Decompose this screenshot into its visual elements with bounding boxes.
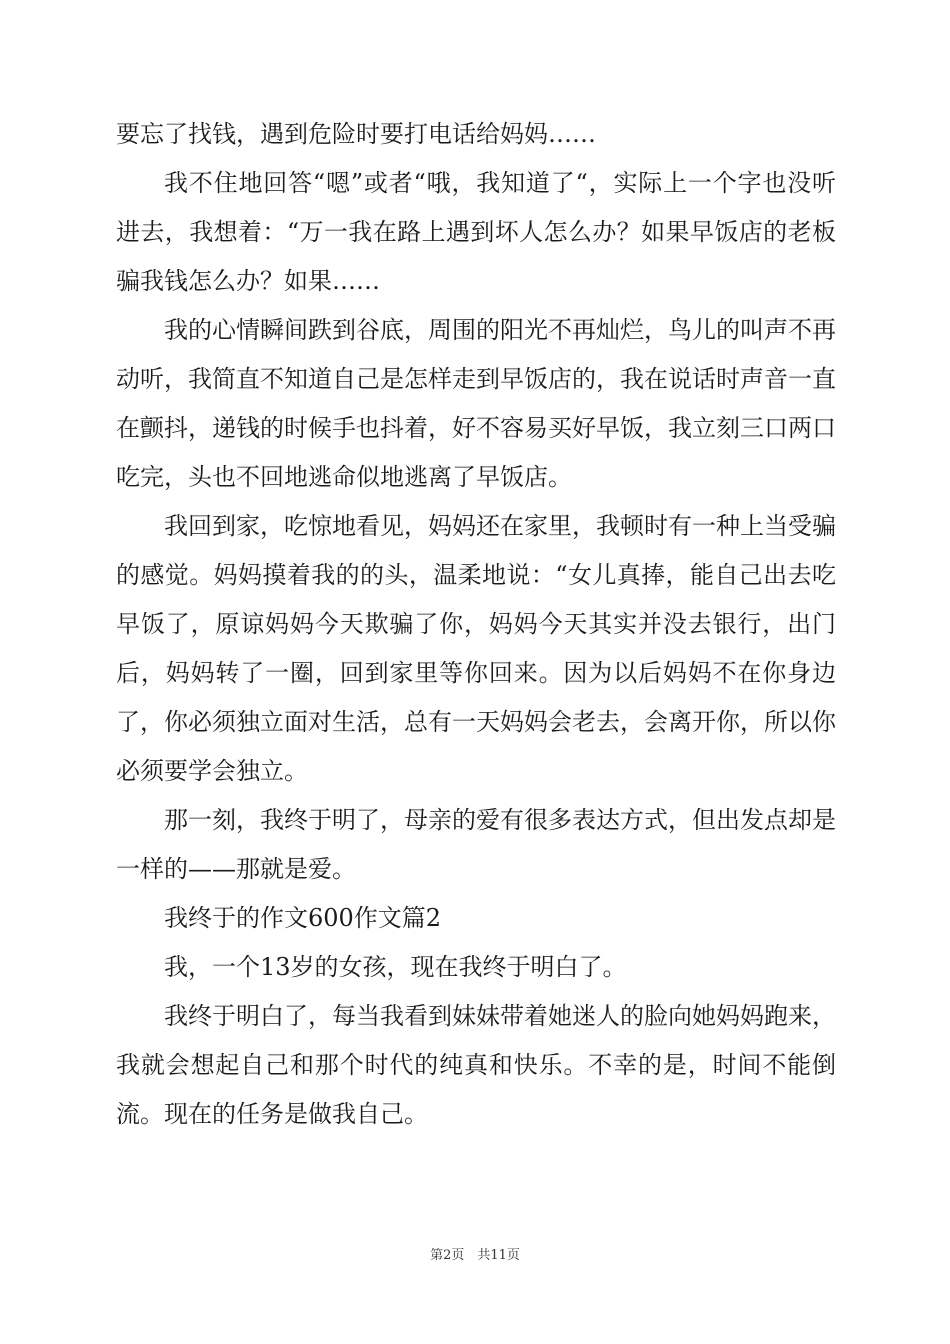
page-number: 第2页 共11页 [430,1248,520,1263]
paragraph-3: 我的心情瞬间跌到谷底，周围的阳光不再灿烂，鸟儿的叫声不再动听，我简直不知道自己是怎样走到早饭店的，我在说话时声音一直在颤抖，递钱的时候手也抖着，好不容易买好早饭，我立刻三口两口吃完，头也不回地逃命似地逃离了早饭店。 [116,316,836,491]
document-body [116,110,836,1139]
paragraph-5: 那一刻，我终于明了，母亲的爱有很多表达方式，但出发点却是一样的——那就是爱。 [116,806,836,883]
section-heading: 我终于的作文600作文篇2 [164,904,442,932]
paragraph-7: 我，一个13岁的女孩，现在我终于明白了。 [164,953,627,981]
paragraph-1: 要忘了找钱，遇到危险时要打电话给妈妈…… [116,120,596,148]
paragraph-4: 我回到家，吃惊地看见，妈妈还在家里，我顿时有一种上当受骗的感觉。妈妈摸着我的的头，温柔地说：“女儿真捧，能自己出去吃早饭了，原谅妈妈今天欺骗了你，妈妈今天其实并没去银行，出门后，妈妈转了一圈，回到家里等你回来。因为以后妈妈不在你身边了，你必须独立面对生活，总有一天妈妈会老去，会离开你，所以你必须要学会独立。 [116,512,836,785]
paragraph-8: 我终于明白了，每当我看到妹妹带着她迷人的脸向她妈妈跑来，我就会想起自己和那个时代的纯真和快乐。不幸的是，时间不能倒流。现在的任务是做我自己。 [116,1002,836,1128]
paragraph-2: 我不住地回答“嗯”或者“哦，我知道了“，实际上一个字也没听进去，我想着：“万一我在路上遇到坏人怎么办？如果早饭店的老板骗我钱怎么办？如果…… [116,169,836,295]
page-footer [0,1247,950,1265]
